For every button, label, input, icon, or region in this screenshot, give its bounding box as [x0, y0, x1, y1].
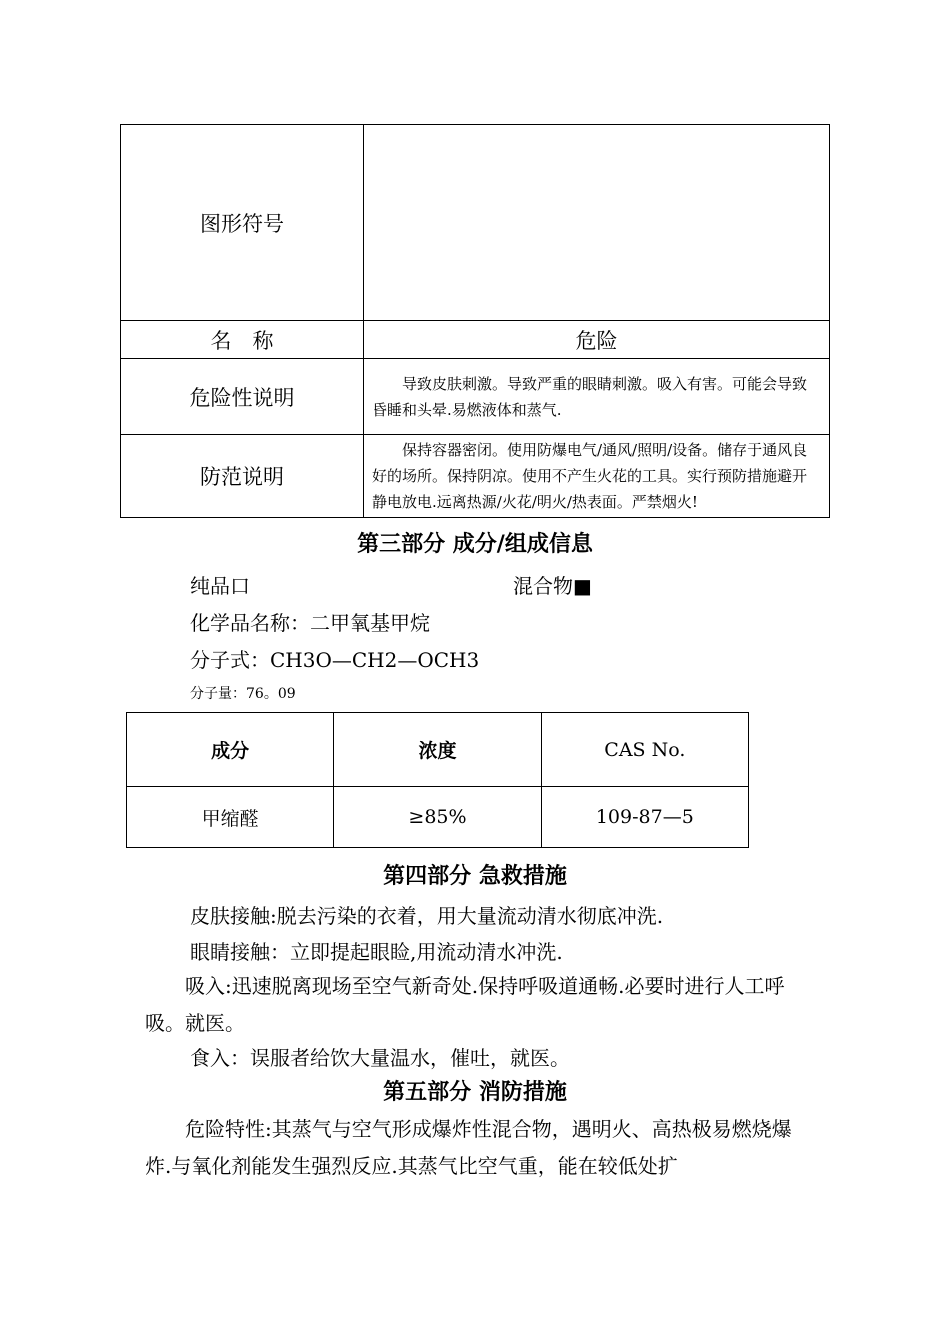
first-aid-inhale: 吸入:迅速脱离现场至空气新奇处.保持呼吸道通畅.必要时进行人工呼吸。就医。 — [145, 974, 785, 1035]
first-aid-skin: 皮肤接触:脱去污染的衣着，用大量流动清水彻底冲洗. — [190, 904, 664, 928]
signal-word: 危险 — [364, 321, 830, 359]
header-component: 成分 — [127, 713, 334, 787]
name-label: 名 称 — [121, 321, 364, 359]
header-concentration: 浓度 — [334, 713, 541, 787]
hazard-statement-text: 导致皮肤刺激。导致严重的眼睛刺激。吸入有害。可能会导致昏睡和头晕.易燃液体和蒸气. — [364, 359, 830, 435]
molecular-weight: 分子量：76。09 — [190, 686, 296, 702]
component-cas: 109-87—5 — [541, 787, 748, 848]
molecular-formula: 分子式：CH3O—CH2—OCH3 — [190, 648, 480, 672]
hazard-label-table — [120, 124, 830, 518]
composition-table — [126, 712, 749, 848]
section3-title: 第三部分 成分/组成信息 — [357, 532, 593, 557]
symbol-label: 图形符号 — [121, 125, 364, 321]
first-aid-eye: 眼睛接触：立即提起眼睑,用流动清水冲洗. — [190, 940, 563, 964]
table-row — [127, 787, 749, 848]
chemical-name: 化学品名称：二甲氧基甲烷 — [190, 611, 430, 635]
component-concentration: ≥85% — [334, 787, 541, 848]
hazard-statement-label: 危险性说明 — [121, 359, 364, 435]
section5-title: 第五部分 消防措施 — [383, 1080, 567, 1105]
symbol-cell — [364, 125, 830, 321]
component-name: 甲缩醛 — [127, 787, 334, 848]
precaution-label: 防范说明 — [121, 435, 364, 518]
header-cas: CAS No. — [541, 713, 748, 787]
mixture-option: 混合物■ — [513, 574, 592, 598]
pure-substance-option: 纯品口 — [190, 574, 250, 598]
first-aid-ingest: 食入：误服者给饮大量温水，催吐，就医。 — [190, 1046, 570, 1070]
precaution-text: 保持容器密闭。使用防爆电气/通风/照明/设备。储存于通风良好的场所。保持阴凉。使用不产生火花的工具。实行预防措施避开静电放电.远离热源/火花/明火/热表面。严禁烟火! — [364, 435, 830, 518]
fire-hazard-properties: 危险特性:其蒸气与空气形成爆炸性混合物，遇明火、高热极易燃烧爆炸.与氧化剂能发生强烈反应.其蒸气比空气重，能在较低处扩 — [145, 1117, 792, 1178]
section4-title: 第四部分 急救措施 — [383, 864, 567, 889]
